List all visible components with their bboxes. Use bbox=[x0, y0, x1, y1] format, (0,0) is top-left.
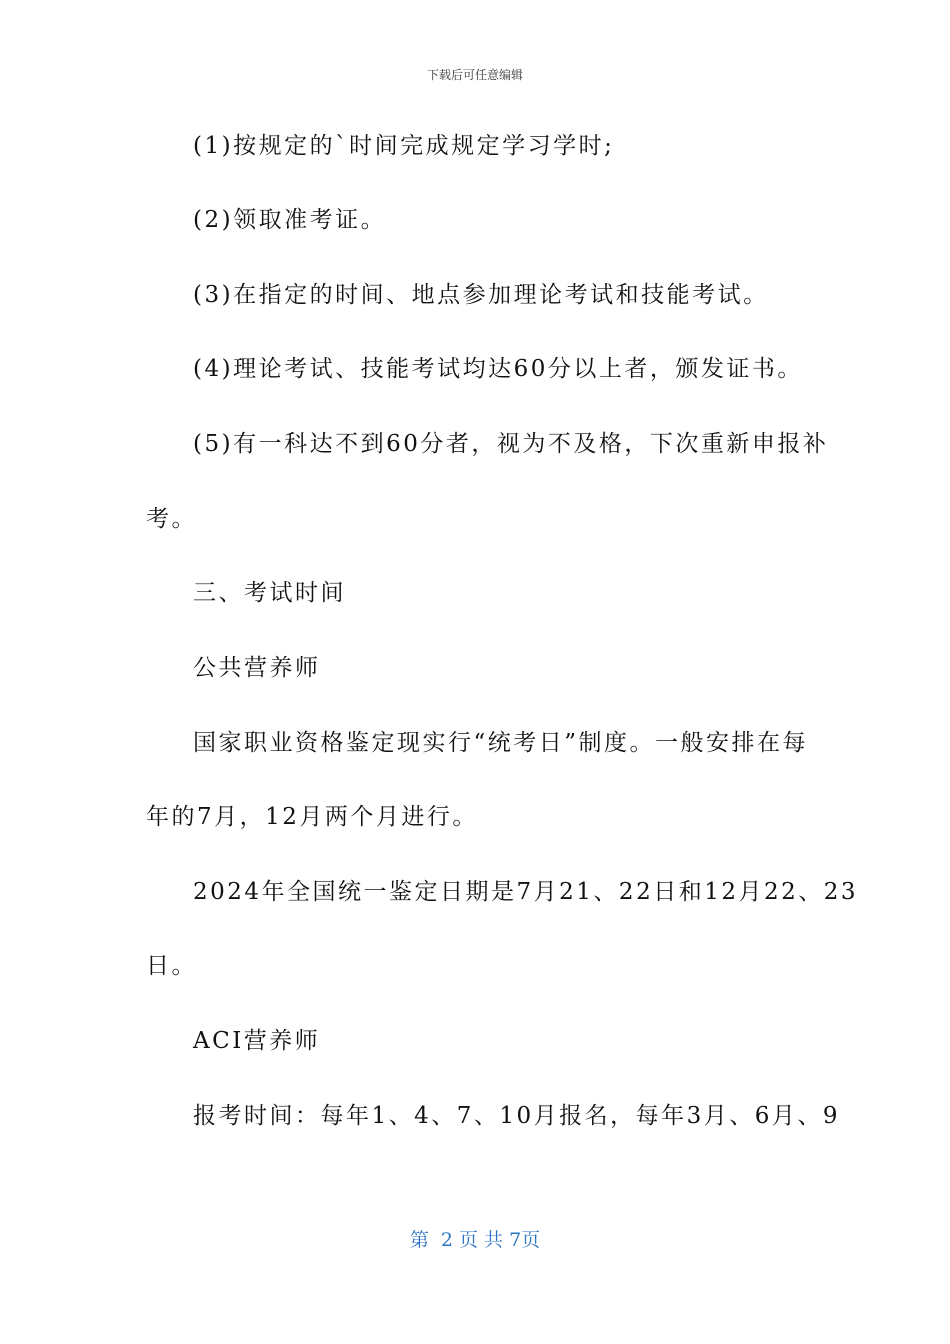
text-line: (5)有一科达不到60分者，视为不及格，下次重新申报补 bbox=[193, 431, 829, 457]
text-line: 日。 bbox=[146, 953, 197, 979]
subheading: ACI营养师 bbox=[193, 1028, 321, 1054]
header-note: 下载后可任意编辑 bbox=[426, 68, 523, 82]
text-line: 考。 bbox=[146, 506, 197, 532]
page-number: 第 2 页 共 7页 bbox=[409, 1229, 541, 1251]
text-line: (1)按规定的`时间完成规定学习学时; bbox=[193, 133, 615, 159]
text-line: (3)在指定的时间、地点参加理论考试和技能考试。 bbox=[193, 282, 769, 308]
text-line: 报考时间：每年1、4、7、10月报名，每年3月、6月、9 bbox=[193, 1103, 841, 1129]
text-line: (2)领取准考证。 bbox=[193, 207, 387, 233]
text-line: 年的7月，12月两个月进行。 bbox=[146, 804, 478, 830]
text-line: (4)理论考试、技能考试均达60分以上者，颁发证书。 bbox=[193, 356, 803, 382]
subheading: 公共营养师 bbox=[193, 655, 321, 681]
text-line: 2024年全国统一鉴定日期是7月21、22日和12月22、23 bbox=[193, 879, 858, 905]
text-line: 国家职业资格鉴定现实行“统考日”制度。一般安排在每 bbox=[193, 730, 809, 756]
section-heading: 三、考试时间 bbox=[193, 580, 346, 606]
